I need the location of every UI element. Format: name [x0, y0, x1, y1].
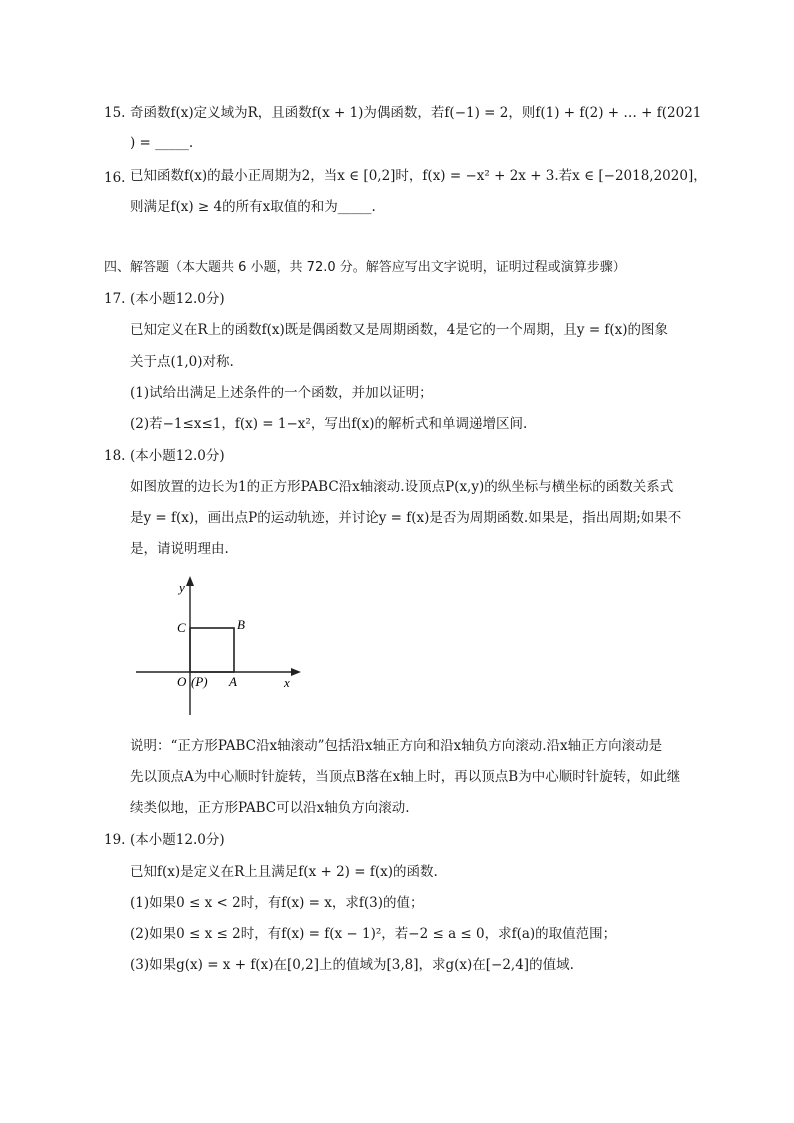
question-19-number: 19.	[104, 832, 126, 848]
label-y: y	[179, 580, 185, 595]
question-19-part3: (3)如果g(x) = x + f(x)在[0,2]上的值域为[3,8]，求g(x)在[−2,4]的值域.	[130, 957, 574, 973]
question-18-text-line3: 是，请说明理由.	[130, 541, 229, 557]
question-17-text-line1: 已知定义在R上的函数f(x)既是偶函数又是周期函数，4是它的一个周期，且y = f(x)的图象	[130, 322, 669, 338]
section-four-header: 四、解答题（本大题共 6 小题，共 72.0 分。解答应写出文字说明，证明过程或演算步骤）	[104, 260, 626, 275]
question-18-score: (本小题12.0分)	[130, 448, 225, 464]
label-o: O	[177, 674, 187, 689]
question-15-text-line1: 奇函数f(x)定义域为R，且函数f(x + 1)为偶函数，若f(−1) = 2，则f(1) + f(2) + … + f(2021	[130, 105, 702, 121]
question-15-text-line2: ) = _____.	[130, 135, 194, 151]
question-17-score: (本小题12.0分)	[130, 291, 225, 307]
x-axis-arrow	[291, 668, 301, 676]
question-16-text-line1: 已知函数f(x)的最小正周期为2，当x ∈ [0,2]时，f(x) = −x² + 2x + 3.若x ∈ [−2018,2020]，	[130, 168, 707, 184]
question-19-score: (本小题12.0分)	[130, 832, 225, 848]
question-18-note-line1: 说明：“正方形PABC沿x轴滚动”包括沿x轴正方向和沿x轴负方向滚动.沿x轴正方向滚动是	[130, 738, 663, 754]
label-c: C	[177, 620, 186, 635]
square-rolling-figure	[130, 572, 310, 722]
question-16-number: 16.	[104, 170, 126, 186]
question-18-text-line1: 如图放置的边长为1的正方形PABC沿x轴滚动.设顶点P(x,y)的纵坐标与横坐标的函数关系式	[130, 479, 674, 495]
question-19-part2: (2)如果0 ≤ x ≤ 2时，有f(x) = f(x − 1)²，若−2 ≤ a ≤ 0，求f(a)的取值范围；	[130, 926, 617, 942]
square-pabc	[190, 628, 234, 672]
label-x: x	[284, 675, 290, 690]
question-17-text-line2: 关于点(1,0)对称.	[130, 354, 234, 370]
label-p: (P)	[191, 674, 208, 689]
question-18-note-line3: 续类似地，正方形PABC可以沿x轴负方向滚动.	[130, 800, 410, 816]
question-17-part2: (2)若−1≤x≤1，f(x) = 1−x²，写出f(x)的解析式和单调递增区间.	[130, 416, 528, 432]
question-15-number: 15.	[104, 105, 126, 121]
question-19-text-line1: 已知f(x)是定义在R上且满足f(x + 2) = f(x)的函数.	[130, 864, 438, 880]
question-18-number: 18.	[104, 448, 126, 464]
question-16-text-line2: 则满足f(x) ≥ 4的所有x取值的和为_____.	[130, 199, 376, 215]
question-17-number: 17.	[104, 291, 126, 307]
y-axis-arrow	[186, 576, 194, 586]
question-18-text-line2: 是y = f(x)，画出点P的运动轨迹，并讨论y = f(x)是否为周期函数.如果是，指出周期;如果不	[130, 510, 682, 526]
label-a: A	[229, 674, 237, 689]
question-19-part1: (1)如果0 ≤ x < 2时，有f(x) = x，求f(3)的值；	[130, 895, 424, 911]
question-17-part1: (1)试给出满足上述条件的一个函数，并加以证明；	[130, 385, 433, 401]
label-b: B	[237, 617, 245, 632]
question-18-note-line2: 先以顶点A为中心顺时针旋转，当顶点B落在x轴上时，再以顶点B为中心顺时针旋转，如此继	[130, 769, 681, 785]
